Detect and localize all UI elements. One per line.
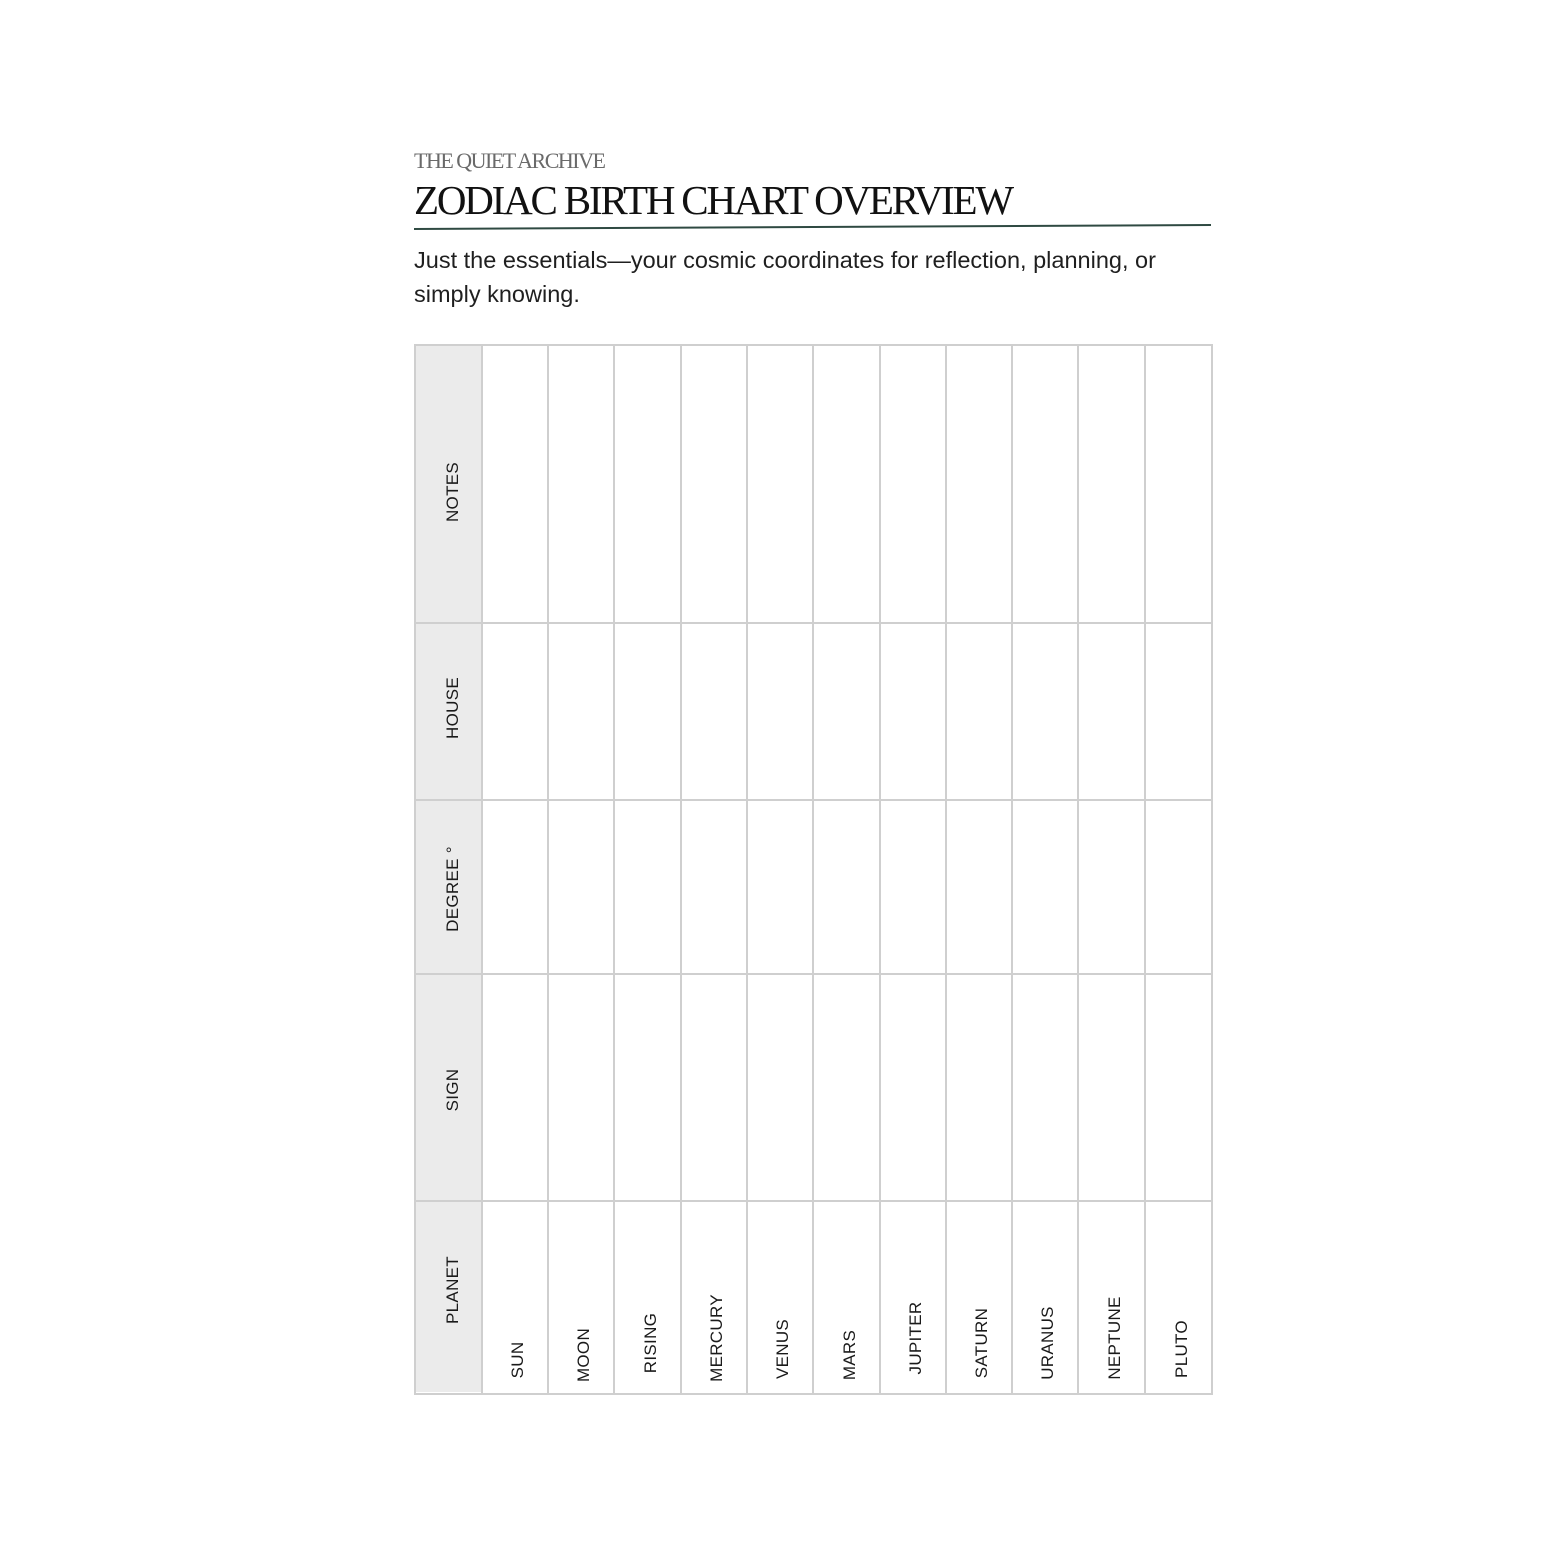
planet-label-moon: MOON (574, 1327, 593, 1382)
row-header-sign: SIGN (443, 1068, 462, 1112)
planet-label-mars: MARS (839, 1329, 859, 1380)
planet-label-jupiter: JUPITER (906, 1301, 925, 1375)
birth-chart-table (414, 344, 1211, 1393)
planet-label-saturn: SATURN (972, 1308, 991, 1379)
page-subtitle: Just the essentials—your cosmic coordinates for reflection, planning, or simply knowing. (414, 247, 1156, 307)
planet-label-sun: SUN (508, 1341, 527, 1379)
planet-label-rising: RISING (640, 1313, 660, 1374)
planet-label-uranus: URANUS (1038, 1306, 1057, 1381)
row-header-planet: PLANET (443, 1256, 462, 1324)
planet-label-venus: VENUS (773, 1318, 792, 1380)
planet-label-pluto: PLUTO (1171, 1320, 1191, 1378)
planet-label-neptune: NEPTUNE (1104, 1296, 1124, 1380)
planet-label-mercury: MERCURY (707, 1293, 726, 1382)
row-header-notes: NOTES (443, 461, 462, 523)
brand-name: THE QUIET ARCHIVE (414, 148, 605, 173)
title-underline (414, 223, 1211, 231)
row-header-house: HOUSE (443, 677, 462, 739)
page-title: ZODIAC BIRTH CHART OVERVIEW (414, 177, 1012, 223)
table-border (414, 344, 1213, 1395)
row-header-degree: DEGREE ° (443, 846, 462, 932)
